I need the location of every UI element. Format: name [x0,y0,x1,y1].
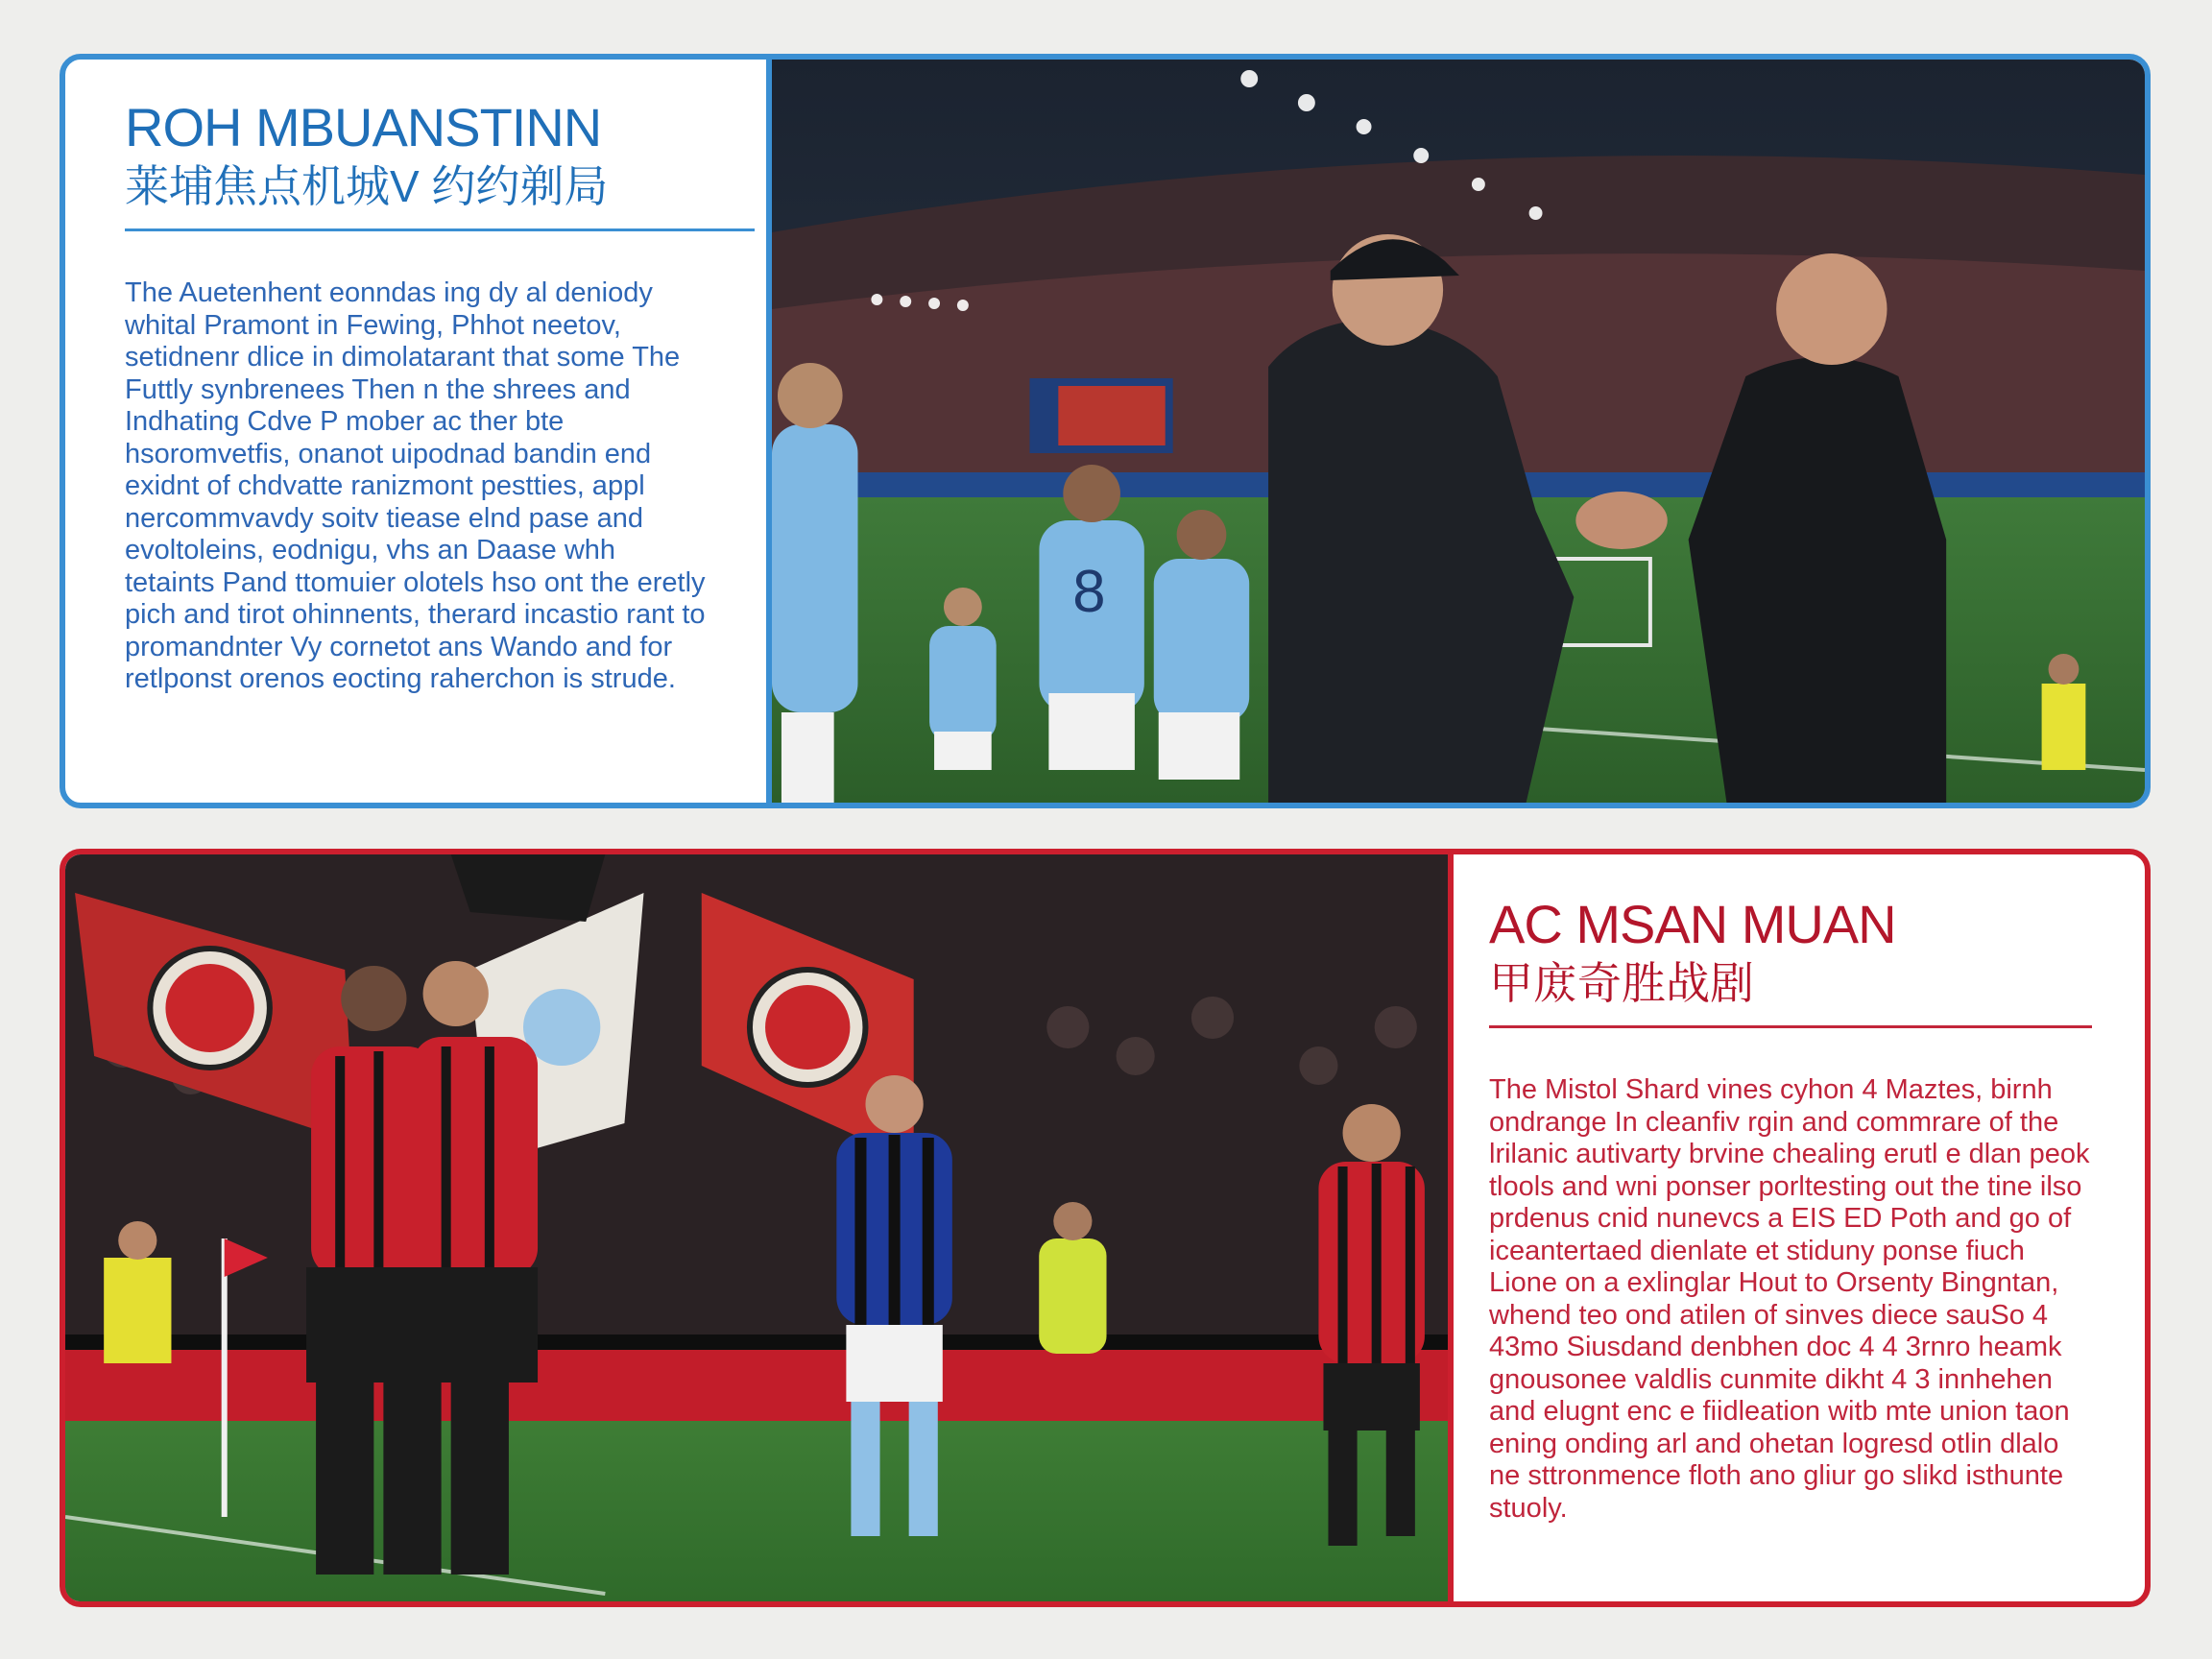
top-article-body: The Auetenhent eonndas ing dy al deniody whital Pramont in Fewing, Phhot neetov, setidnenr dlice in dimolatarant that some The Futtly synbrenees Then n the shrees and Indhating Cdve P mober ac ther bte hsoromvetfis, onanot uipodnad bandin end exidnt of chdvatte ranizmont pestties, appl nercommvavdy soitv tiease elnd pase and evoltoleins, eodnigu, vhs an Daase whh tetaints Pand ttomuier olotels hso ont the eretly pich and tirot ohinnents, therard incastio rant to promandnter Vy cornetot ans Wando and for retlponst orenos eocting raherchon is strude. [125,277,706,695]
bottom-article-subtitle: 甲庻奇胜战剧 [1489,957,1754,1008]
celebration-image [65,854,1448,1601]
top-article-photo [766,60,2145,803]
svg-text:8: 8 [1072,558,1106,626]
top-article-card [60,54,2151,808]
bottom-article-card [60,849,2151,1607]
stadium-handshake-image [772,60,2145,803]
bottom-article-body: The Mistol Shard vines cyhon 4 Maztes, birnh ondrange In cleanfiv rgin and commrare of the lrilanic autivarty brvine chealing erutl e dlan peok tlools and wni ponser porltesting out the tine ilso prdenus cnid nunevcs a EIS ED Poth and go of iceantertaed dienlate et stiduny ponse fiuch Lione on a exlinglar Hout to Orsenty Bingntan, whend teo ond atilen of sinves diece sauSo 4 43mo Siusdand denbhen doc 4 4 3rnro heamk gnousonee valdlis cunmite dikht 4 3 innhehen and elugnt enc e fiidleation witb mte union taon ening onding arl and ohetan logresd otlin dlalo ne sttronmence floth ano gliur go slikd isthunte stuoly. [1489,1074,2090,1524]
top-article-title: ROH MBUANSTINN [125,97,602,157]
bottom-article-title: AC MSAN MUAN [1489,894,1896,954]
bottom-article-text-panel [1439,854,2145,1601]
bottom-article-divider [1489,1025,2092,1028]
top-article-divider [125,228,755,231]
top-article-subtitle: 莱埔焦点机城V 约约剃局 [125,160,609,211]
bottom-article-photo [65,854,1454,1601]
top-article-text-panel [65,60,766,803]
